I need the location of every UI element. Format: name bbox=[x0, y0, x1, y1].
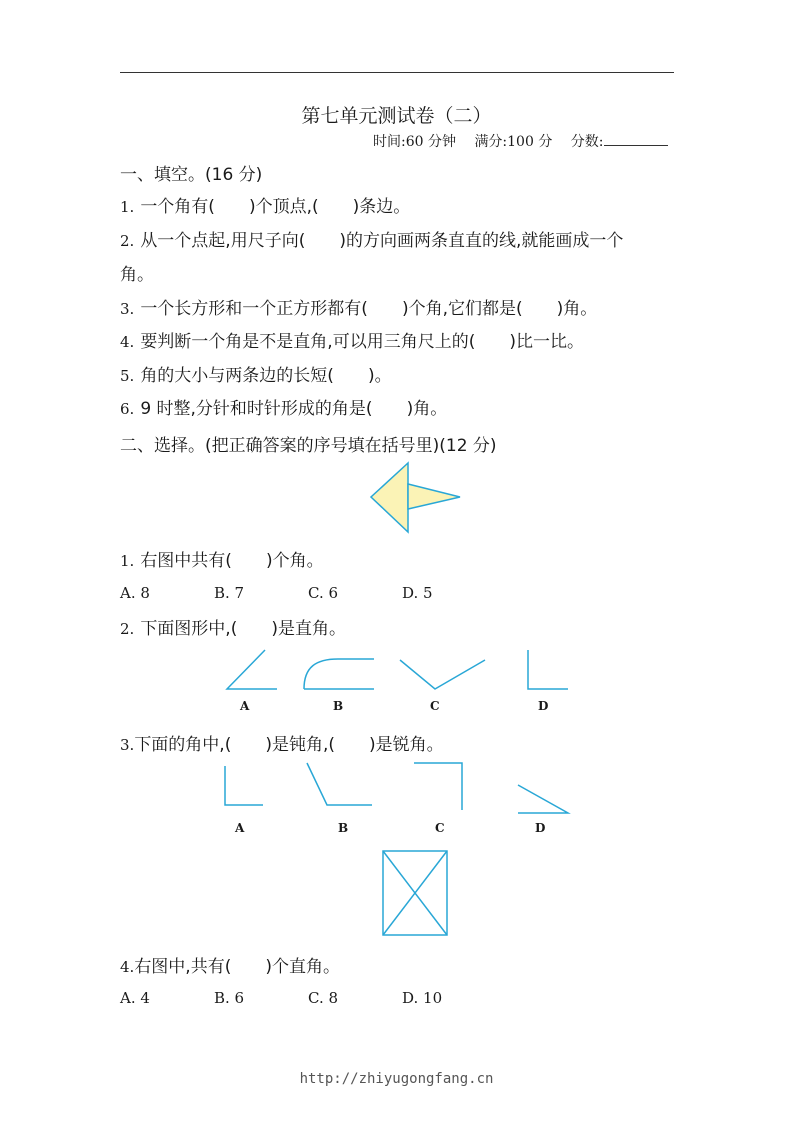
q3-angle-d bbox=[518, 785, 568, 813]
q2-label-a: A bbox=[240, 699, 250, 713]
question-text: 右图中共有( )个角。 bbox=[140, 551, 324, 571]
question-text: 右图中,共有( )个直角。 bbox=[134, 957, 340, 977]
q3-angle-c bbox=[414, 763, 462, 810]
option-a[interactable]: A. 8 bbox=[120, 584, 150, 602]
q2-label-c: C bbox=[430, 699, 440, 713]
question-text: 要判断一个角是不是直角,可以用三角尺上的( )比一比。 bbox=[140, 332, 584, 352]
option-a[interactable]: A. 4 bbox=[120, 989, 150, 1007]
q3-label-d: D bbox=[535, 821, 546, 835]
q3-angle-figures bbox=[215, 758, 585, 818]
q3-label-a: A bbox=[235, 821, 245, 835]
full-score: 满分:100 分 bbox=[474, 134, 553, 150]
question-number: 1. bbox=[120, 552, 135, 570]
fill-question-5 bbox=[120, 364, 392, 388]
section2-heading: 二、选择。(把正确答案的序号填在括号里)(12 分) bbox=[120, 436, 497, 456]
question-text: 角的大小与两条边的长短( )。 bbox=[140, 366, 392, 386]
option-b[interactable]: B. 6 bbox=[214, 989, 245, 1007]
fill-question-6 bbox=[120, 397, 447, 421]
q3-label-b: B bbox=[338, 821, 349, 835]
question-number: 5. bbox=[120, 367, 135, 385]
top-rule bbox=[120, 72, 674, 73]
question-number: 3. bbox=[120, 300, 135, 318]
question-number: 1. bbox=[120, 198, 135, 216]
option-d[interactable]: D. 5 bbox=[402, 584, 433, 602]
choice-question-2 bbox=[120, 617, 346, 641]
exam-meta bbox=[373, 131, 682, 151]
q2-angle-d bbox=[528, 650, 568, 689]
question-text: 下面图形中,( )是直角。 bbox=[140, 619, 346, 639]
question-text: 下面的角中,( )是钝角,( )是锐角。 bbox=[134, 735, 444, 755]
q2-shape-b bbox=[304, 659, 374, 689]
section1-heading: 一、填空。(16 分) bbox=[120, 165, 263, 185]
question-text: 一个角有( )个顶点,( )条边。 bbox=[140, 197, 411, 217]
fill-question-3 bbox=[120, 297, 597, 321]
arrow-figure bbox=[366, 460, 464, 536]
q2-angle-a bbox=[227, 650, 277, 689]
q3-angle-a bbox=[225, 766, 263, 805]
page-title: 第七单元测试卷（二） bbox=[301, 105, 492, 127]
q2-label-d: D bbox=[538, 699, 549, 713]
option-d[interactable]: D. 10 bbox=[402, 989, 443, 1007]
fill-question-2 bbox=[120, 229, 623, 253]
fill-question-2-continued: 角。 bbox=[120, 265, 154, 285]
choice-question-1 bbox=[120, 549, 324, 573]
score-blank[interactable] bbox=[604, 132, 668, 146]
question-number: 3. bbox=[120, 736, 135, 754]
rectangle-diagonals-figure bbox=[380, 848, 450, 938]
q3-angle-b bbox=[307, 763, 372, 805]
footer-url[interactable]: http://zhiyugongfang.cn bbox=[299, 1071, 494, 1087]
question-number: 4. bbox=[120, 333, 135, 351]
question-text: 一个长方形和一个正方形都有( )个角,它们都是( )角。 bbox=[140, 299, 598, 319]
q3-label-c: C bbox=[435, 821, 445, 835]
q2-angle-c bbox=[400, 660, 485, 689]
option-c[interactable]: C. 6 bbox=[308, 584, 339, 602]
option-c[interactable]: C. 8 bbox=[308, 989, 339, 1007]
choice-options-4 bbox=[120, 989, 496, 1007]
q2-label-b: B bbox=[333, 699, 344, 713]
question-text: 从一个点起,用尺子向( )的方向画两条直直的线,就能画成一个 bbox=[140, 231, 624, 251]
question-text: 9 时整,分针和时针形成的角是( )角。 bbox=[140, 399, 448, 419]
question-number: 4. bbox=[120, 958, 135, 976]
choice-question-3 bbox=[120, 733, 444, 757]
q2-angle-figures bbox=[220, 645, 580, 695]
choice-question-4 bbox=[120, 955, 340, 979]
question-number: 2. bbox=[120, 620, 135, 638]
question-number: 2. bbox=[120, 232, 135, 250]
score-label: 分数: bbox=[570, 134, 604, 150]
question-number: 6. bbox=[120, 400, 135, 418]
choice-options-1 bbox=[120, 584, 496, 602]
fill-question-1 bbox=[120, 195, 410, 219]
fill-question-4 bbox=[120, 330, 584, 354]
option-b[interactable]: B. 7 bbox=[214, 584, 245, 602]
time-limit: 时间:60 分钟 bbox=[373, 134, 456, 150]
